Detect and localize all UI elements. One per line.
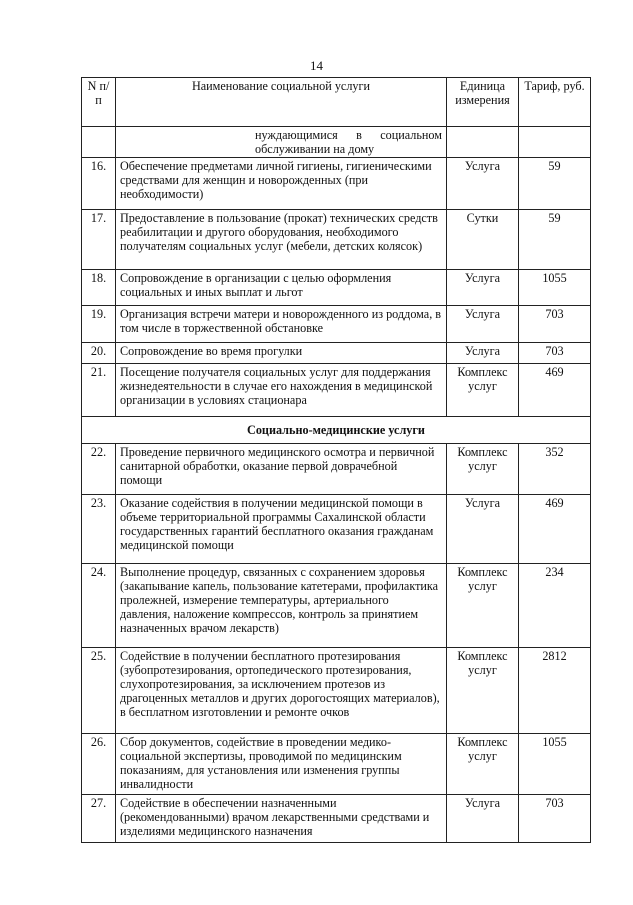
cell-service-name: Проведение первичного медицинского осмотра и первичной санитарной обработки, оказание первой доврачебной помощи	[116, 444, 447, 495]
cell-tariff: 59	[519, 158, 591, 210]
cell-number	[82, 127, 116, 158]
cell-number: 21.	[82, 364, 116, 417]
table-row	[82, 495, 591, 564]
section-heading-body	[82, 417, 591, 444]
table-row	[82, 270, 591, 306]
cell-service-name: Содействие в обеспечении назначенными (рекомендованными) врачом лекарственными средствами и изделиями медицинского назначения	[116, 795, 447, 843]
table-row-continuation	[82, 127, 591, 158]
cell-number: 27.	[82, 795, 116, 843]
table-row	[82, 648, 591, 734]
cell-unit: Услуга	[447, 158, 519, 210]
cell-tariff: 469	[519, 495, 591, 564]
cell-tariff: 469	[519, 364, 591, 417]
cell-number: 23.	[82, 495, 116, 564]
cell-service-name: Сопровождение в организации с целью оформления социальных и иных выплат и льгот	[116, 270, 447, 306]
cell-service-name: Выполнение процедур, связанных с сохранением здоровья (закапывание капель, пользование катетерами, профилактика пролежней, измерение температуры, артериального давления, наложение компрессов, контроль за принятием назначенных врачом лекарств)	[116, 564, 447, 648]
section-title: Социально-медицинские услуги	[82, 417, 591, 444]
table-row	[82, 795, 591, 843]
cell-unit: Услуга	[447, 270, 519, 306]
cell-number: 18.	[82, 270, 116, 306]
cell-number: 17.	[82, 210, 116, 270]
cell-tariff	[519, 127, 591, 158]
cell-number: 22.	[82, 444, 116, 495]
cell-number: 26.	[82, 734, 116, 795]
table-row	[82, 444, 591, 495]
cell-number: 25.	[82, 648, 116, 734]
page-number: 14	[310, 58, 323, 73]
cell-service-name: Сбор документов, содействие в проведении медико-социальной экспертизы, проводимой по медицинским показаниям, для установления или изменения группы инвалидности	[116, 734, 447, 795]
table-row	[82, 343, 591, 364]
cell-unit: Комплекс услуг	[447, 444, 519, 495]
cell-unit: Услуга	[447, 495, 519, 564]
header-service-name: Наименование социальной услуги	[116, 78, 447, 127]
cell-unit: Сутки	[447, 210, 519, 270]
cell-tariff: 352	[519, 444, 591, 495]
table-row	[82, 734, 591, 795]
cell-service-name: Сопровождение во время прогулки	[116, 343, 447, 364]
cell-service-name: Организация встречи матери и новорожденного из роддома, в том числе в торжественной обстановке	[116, 306, 447, 343]
cell-unit: Услуга	[447, 795, 519, 843]
table-row	[82, 210, 591, 270]
cell-unit: Комплекс услуг	[447, 648, 519, 734]
cell-number: 19.	[82, 306, 116, 343]
cell-service-name	[116, 127, 447, 158]
cell-number: 24.	[82, 564, 116, 648]
header-number: N п/п	[82, 78, 116, 127]
section-heading-row	[82, 417, 591, 444]
table-row	[82, 364, 591, 417]
cell-tariff: 59	[519, 210, 591, 270]
cell-service-name: Оказание содействия в получении медицинской помощи в объеме территориальной программы Сахалинской области государственных гарантий бесплатного оказания гражданам медицинской помощи	[116, 495, 447, 564]
cell-unit	[447, 127, 519, 158]
table-header-row	[82, 78, 591, 127]
cell-tariff: 234	[519, 564, 591, 648]
cell-service-name: Обеспечение предметами личной гигиены, гигиеническими средствами для женщин и новорожденных (при необходимости)	[116, 158, 447, 210]
cell-tariff: 1055	[519, 734, 591, 795]
header-tariff: Тариф, руб.	[519, 78, 591, 127]
cell-number: 20.	[82, 343, 116, 364]
continuation-text: нуждающимися в социальном обслуживании на дому	[255, 128, 442, 156]
table-row	[82, 158, 591, 210]
table-row	[82, 564, 591, 648]
cell-tariff: 703	[519, 306, 591, 343]
table-body-medical	[82, 444, 591, 843]
cell-tariff: 1055	[519, 270, 591, 306]
cell-unit: Комплекс услуг	[447, 364, 519, 417]
table-row	[82, 306, 591, 343]
cell-tariff: 703	[519, 795, 591, 843]
cell-tariff: 703	[519, 343, 591, 364]
cell-number: 16.	[82, 158, 116, 210]
cell-unit: Услуга	[447, 343, 519, 364]
cell-service-name: Посещение получателя социальных услуг для поддержания жизнедеятельности в случае его нахождения в медицинской организации в условиях стационара	[116, 364, 447, 417]
cell-unit: Комплекс услуг	[447, 564, 519, 648]
cell-service-name: Предоставление в пользование (прокат) технических средств реабилитации и другого оборудования, необходимого получателям социальных услуг (мебели, детских колясок)	[116, 210, 447, 270]
header-unit: Единица измерения	[447, 78, 519, 127]
cell-service-name: Содействие в получении бесплатного протезирования (зубопротезирования, ортопедического протезирования, слухопротезирования, за исключением протезов из драгоценных металлов и других дорогостоящих материалов), в бесплатном изготовлении и ремонте очков	[116, 648, 447, 734]
cell-tariff: 2812	[519, 648, 591, 734]
table-body-continued	[82, 127, 591, 417]
social-services-tariff-table	[81, 77, 591, 843]
cell-unit: Комплекс услуг	[447, 734, 519, 795]
cell-unit: Услуга	[447, 306, 519, 343]
